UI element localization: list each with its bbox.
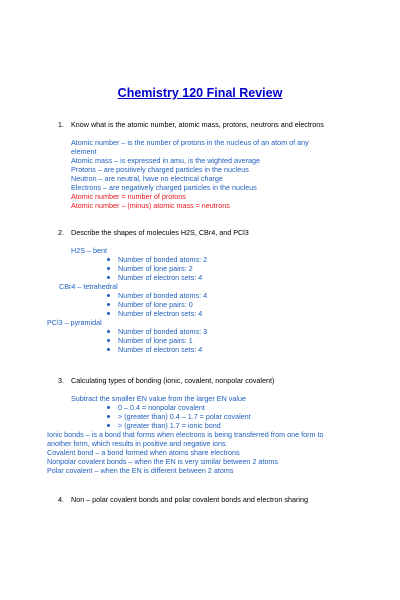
question-number: 2. (58, 228, 64, 237)
list-item: Number of electron sets: 4 (107, 273, 202, 282)
question-number: 4. (58, 495, 64, 504)
q3-line: another form, which results in positive and negative ions (47, 439, 226, 448)
list-item: Number of lone pairs: 2 (107, 264, 193, 273)
bullet-icon (107, 294, 110, 297)
q3-line: Polar covalent – when the EN is different between 2 atoms (47, 466, 234, 475)
question-2 (58, 228, 249, 237)
bullet-icon (107, 312, 110, 315)
document-title: Chemistry 120 Final Review (117, 86, 283, 100)
q1-line: element (71, 147, 97, 156)
bullet-icon (107, 276, 110, 279)
question-text: Non – polar covalent bonds and polar covalent bonds and electron sharing (71, 495, 308, 504)
cbr4-heading: CBr4 – tetrahedral (59, 282, 118, 291)
list-item: 0 – 0.4 = nonpolar covalent (107, 403, 205, 412)
list-item: Number of electron sets: 4 (107, 309, 202, 318)
list-item: Number of lone pairs: 0 (107, 300, 193, 309)
q3-line: Covalent bond – a bond formed when atoms share electrons (47, 448, 240, 457)
h2s-heading: H2S – bent (71, 246, 107, 255)
q3-intro: Subtract the smaller EN value from the larger EN value (71, 394, 246, 403)
list-item: Number of lone pairs: 1 (107, 336, 193, 345)
bullet-icon (107, 258, 110, 261)
q1-red-line: Atomic number = number of protons (71, 192, 186, 201)
q1-line: Electrons – are negatively charged particles in the nucleus (71, 183, 257, 192)
q1-line: Atomic number – is the number of protons in the nucleus of an atom of any (71, 138, 309, 147)
q1-line: Protons – are positively charged particles in the nucleus (71, 165, 249, 174)
bullet-icon (107, 424, 110, 427)
bullet-icon (107, 406, 110, 409)
pcl3-heading: PCl3 – pyramidal (47, 318, 102, 327)
question-text: Know what is the atomic number, atomic mass, protons, neutrons and electrons (71, 120, 324, 129)
bullet-icon (107, 348, 110, 351)
list-item: Number of bonded atoms: 3 (107, 327, 207, 336)
q3-line: Ionic bonds – is a bond that forms when electrons is being transferred from one form to (47, 430, 324, 439)
question-number: 3. (58, 376, 64, 385)
q3-line: Nonpolar covalent bonds – when the EN is very similar between 2 atoms (47, 457, 278, 466)
q1-line: Atomic mass – is expressed in amu, is the wighted average (71, 156, 260, 165)
list-item: Number of bonded atoms: 2 (107, 255, 207, 264)
bullet-icon (107, 415, 110, 418)
q1-red-line: Atomic number – (minus) atomic mass = neutrons (71, 201, 230, 210)
question-3 (58, 376, 274, 385)
question-number: 1. (58, 120, 64, 129)
question-text: Describe the shapes of molecules H2S, CBr4, and PCl3 (71, 228, 249, 237)
q1-line: Neutron – are neutral, have no electrical charge (71, 174, 223, 183)
question-4 (58, 495, 308, 504)
list-item: > (greater than) 1.7 = ionic bond (107, 421, 221, 430)
question-text: Calculating types of bonding (ionic, covalent, nonpolar covalent) (71, 376, 275, 385)
list-item: Number of electron sets: 4 (107, 345, 202, 354)
bullet-icon (107, 267, 110, 270)
bullet-icon (107, 330, 110, 333)
list-item: Number of bonded atoms: 4 (107, 291, 207, 300)
bullet-icon (107, 303, 110, 306)
question-1 (58, 120, 324, 129)
list-item: > (greater than) 0.4 – 1.7 = polar covalent (107, 412, 251, 421)
bullet-icon (107, 339, 110, 342)
